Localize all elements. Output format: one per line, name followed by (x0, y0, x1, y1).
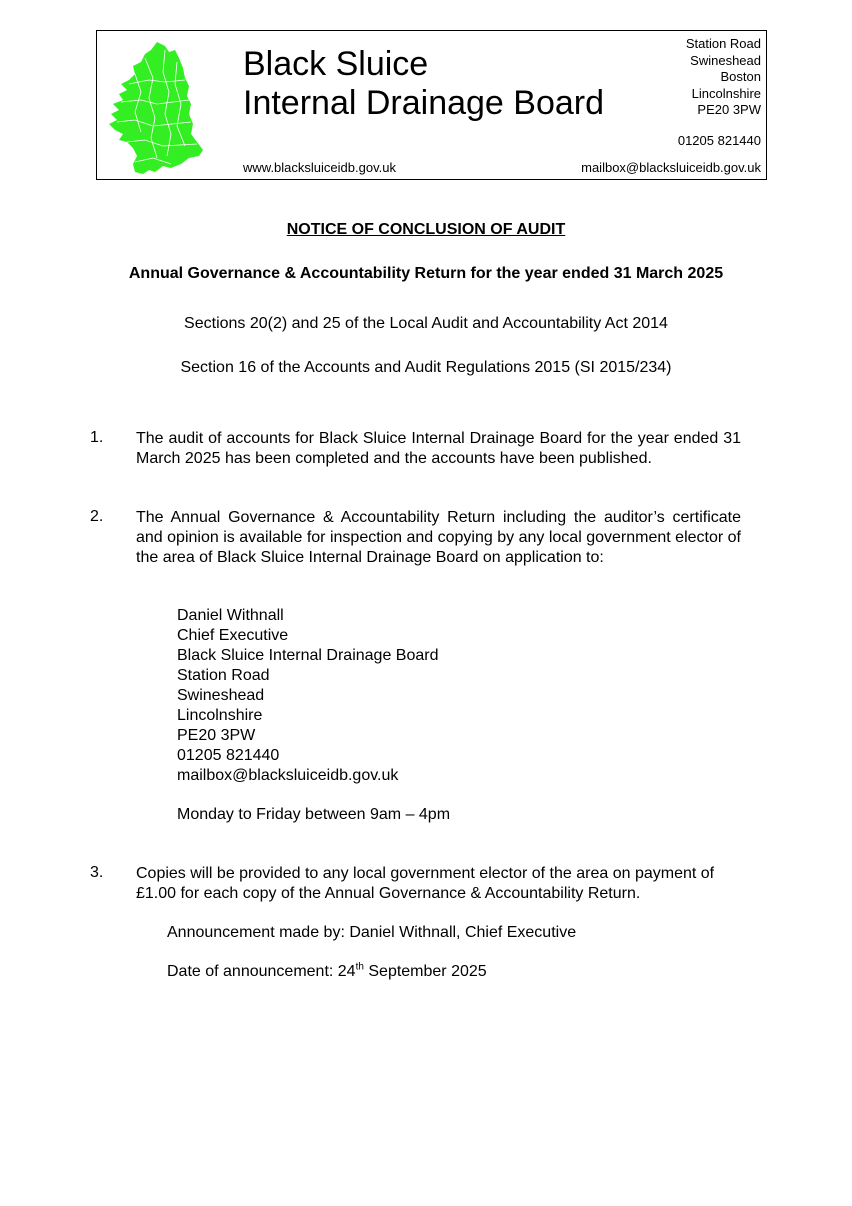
paragraph-text: The audit of accounts for Black Sluice Internal Drainage Board for the year ended 31 March 2025 has been completed and the accounts have been published. (136, 430, 741, 467)
announcement-date (167, 963, 487, 981)
announcement-made-by: Announcement made by: Daniel Withnall, Chief Executive (167, 924, 577, 941)
notice-subtitle: Annual Governance & Accountability Return for the year ended 31 March 2025 (128, 265, 724, 282)
contact-line: Swineshead (177, 687, 265, 704)
contact-line: 01205 821440 (177, 747, 280, 764)
address-line: Boston (720, 69, 761, 84)
organisation-email: mailbox@blacksluiceidb.gov.uk (581, 160, 761, 175)
organisation-name-line-2: Internal Drainage Board (243, 84, 605, 122)
notice-title: NOTICE OF CONCLUSION OF AUDIT (286, 221, 566, 238)
paragraph-text: The Annual Governance & Accountability Return including the auditor’s certificate and opinion is available for inspection and copying by any local government elector of the area of Black Sluice Internal Drainage Board on application to: (136, 509, 741, 566)
address-line: PE20 3PW (697, 102, 761, 117)
organisation-name (243, 45, 604, 123)
organisation-name-line-1: Black Sluice (243, 45, 429, 83)
paragraph-number: 3. (90, 864, 104, 881)
paragraph-number: 1. (90, 429, 104, 446)
organisation-website: www.blacksluiceidb.gov.uk (243, 160, 396, 175)
contact-line: Lincolnshire (177, 707, 263, 724)
contact-line: PE20 3PW (177, 727, 256, 744)
address-line: Station Road (685, 36, 761, 51)
address-line: Lincolnshire (691, 85, 761, 101)
contact-line: Daniel Withnall (177, 607, 284, 624)
organisation-phone: 01205 821440 (677, 133, 761, 148)
organisation-address (686, 36, 761, 119)
contact-address-block (177, 606, 438, 786)
announcement-date-ordinal: th (355, 961, 364, 973)
legislation-reference-1: Sections 20(2) and 25 of the Local Audit and Accountability Act 2014 (184, 315, 668, 332)
address-line: Swineshead (690, 52, 761, 68)
contact-line: Black Sluice Internal Drainage Board (177, 647, 439, 664)
contact-email: mailbox@blacksluiceidb.gov.uk (177, 767, 399, 784)
paragraph-text: Copies will be provided to any local government elector of the area on payment of £1.00 for each copy of the Annual Governance & Accountability Return. (136, 865, 715, 902)
announcement-date-prefix: Date of announcement: 24 (167, 963, 356, 980)
announcement-date-suffix: September 2025 (363, 963, 487, 980)
legislation-reference-2: Section 16 of the Accounts and Audit Regulations 2015 (SI 2015/234) (180, 359, 672, 376)
contact-line: Station Road (177, 667, 270, 684)
drainage-board-map-logo (105, 38, 205, 178)
contact-line: Chief Executive (177, 627, 289, 644)
letterhead (96, 30, 767, 180)
office-hours: Monday to Friday between 9am – 4pm (177, 806, 451, 823)
paragraph-number: 2. (90, 508, 104, 525)
